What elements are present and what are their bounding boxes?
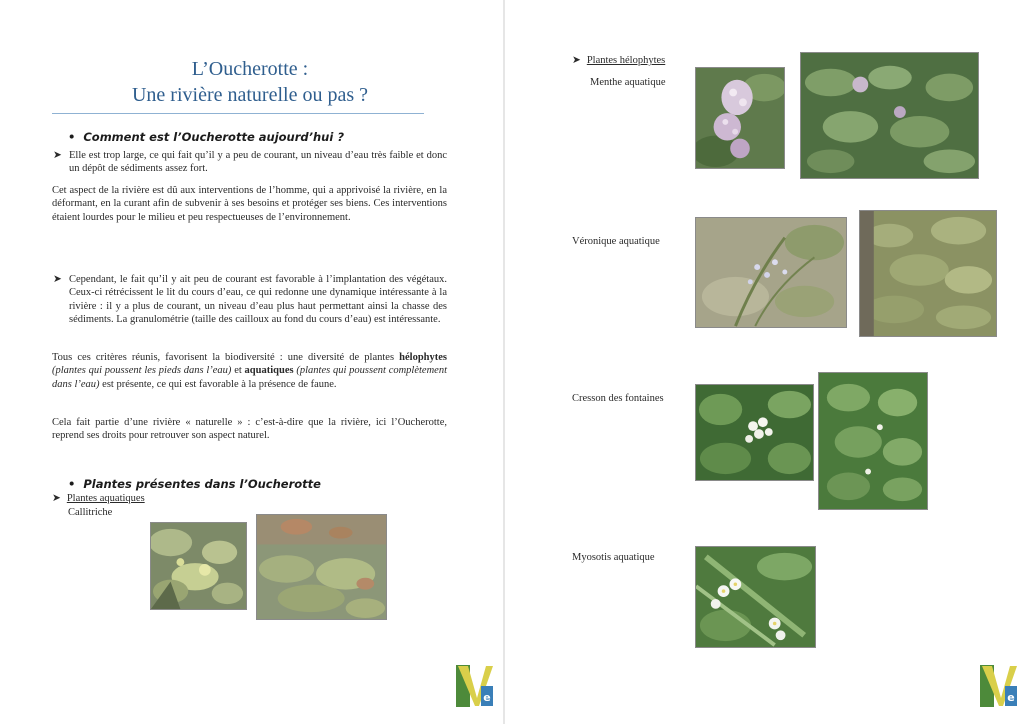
bullet-icon: • [68,130,76,144]
paragraph-5: Cela fait partie d’une rivière « naturelle » : c’est-à-dire que la rivière, ici l’Oucherotte, reprend ses droits pour retrouver son aspect naturel. [52,417,447,442]
page-title [60,56,440,108]
aquatic-plants-heading [52,492,145,504]
p4-text-a: Tous ces critères réunis, favorisent la biodiversité : une diversité de plantes [52,352,395,363]
title-line-1: L’Oucherotte : [191,58,309,80]
paragraph-1-text: Elle est trop large, ce qui fait qu’il y a peu de courant, un niveau d’eau très faible et donc un dépôt de sédiments assez fort. [69,150,447,175]
section-heading-today-text: Comment est l’Oucherotte aujourd’hui ? [83,130,344,144]
title-line-2: Une rivière naturelle ou pas ? [131,84,368,106]
svg-text:e: e [483,691,491,704]
veronique-label: Véronique aquatique [572,236,660,247]
callitriche-photo-closeup [150,522,247,610]
callitriche-photo-wide [256,514,387,620]
association-logo-right [979,664,1019,708]
right-page [505,0,1024,724]
p4-helophytes-definition: (plantes qui poussent les pieds dans l’eau) [52,365,232,377]
section-heading-plants-text: Plantes présentes dans l’Oucherotte [83,477,321,491]
p4-aquatiques-definition: (plantes qui poussent complètement dans l’eau) [52,365,447,390]
arrow-bullet-icon: ➤ [572,55,581,66]
svg-text:e: e [1007,691,1015,704]
cresson-photo-flowers [695,384,814,481]
cresson-photo-plants [818,372,928,510]
callitriche-label: Callitriche [68,507,113,518]
arrow-bullet-icon: ➤ [53,274,62,285]
menthe-photo-flower [695,67,785,169]
arrow-bullet-icon: ➤ [53,150,62,161]
section-heading-plants [68,477,321,491]
helophytes-heading [572,54,665,66]
veronique-photo-flowers [695,217,847,328]
paragraph-3 [53,273,447,327]
bullet-icon: • [68,477,76,491]
myosotis-photo [695,546,816,648]
paragraph-2: Cet aspect de la rivière est dû aux interventions de l’homme, qui a apprivoisé la rivière, en la déformant, en la curant afin de subvenir à ses besoins et protéger ses biens. Ces interventions étaient lourdes pour le milieu et peu respectueuses de l’environnement. [52,185,447,223]
menthe-label: Menthe aquatique [590,77,666,88]
myosotis-label: Myosotis aquatique [572,552,655,563]
p4-text-b: est présente, ce qui est favorable à la présence de faune. [102,378,337,390]
section-heading-today [68,130,344,144]
cresson-label: Cresson des fontaines [572,393,664,404]
p4-helophytes: hélophytes [399,352,448,363]
p4-et: et [234,365,242,377]
menthe-photo-plants [800,52,979,179]
paragraph-3-text: Cependant, le fait qu’il y ait peu de courant est favorable à l’implantation des végétaux. Ceux-ci rétrécissent le lit du cours d’eau, ce qui redonne une dynamique intéressante à la rivière : il y a plus de courant, un niveau d’eau plus haut permettant ainsi la chasse des sédiments. La granulométrie (taille des cailloux au fond du cours d’eau) est intéressante. [69,274,447,326]
left-page [0,0,503,724]
title-underline [52,113,424,114]
helophytes-heading-text: Plantes hélophytes [586,55,666,66]
aquatic-plants-heading-text: Plantes aquatiques [66,493,145,504]
arrow-bullet-icon: ➤ [52,493,61,504]
p4-aquatiques: aquatiques [244,365,294,377]
paragraph-4 [52,351,447,391]
association-logo-left [455,664,495,708]
veronique-photo-leaves [859,210,997,337]
paragraph-1 [53,149,447,176]
